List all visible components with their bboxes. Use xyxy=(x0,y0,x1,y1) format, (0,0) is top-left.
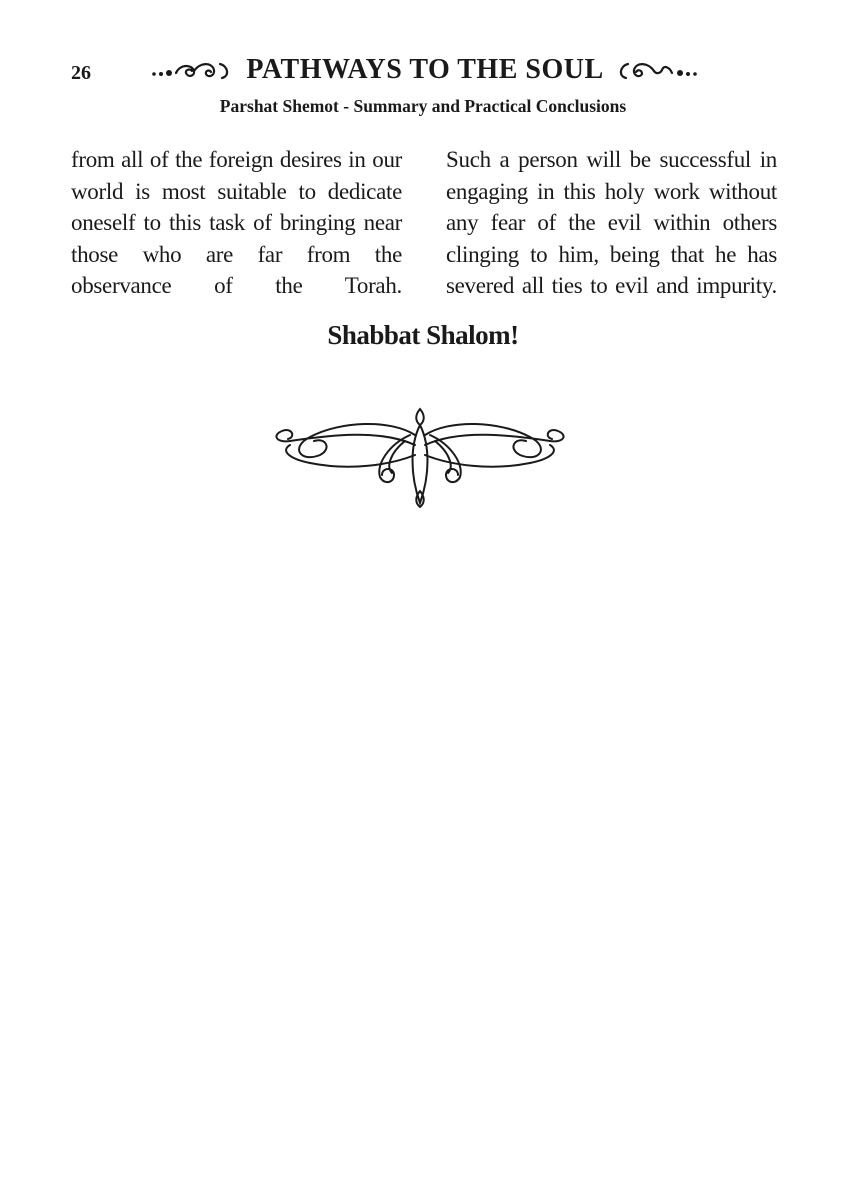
text-columns xyxy=(71,144,777,302)
left-column-text: from all of the foreign desires in our world is most suitable to dedicate oneself to this task of bringing near those who are far from the observance of the Torah. xyxy=(71,147,402,298)
right-flourish-icon xyxy=(610,58,702,82)
book-title: PATHWAYS TO THE SOUL xyxy=(246,54,604,85)
right-column-text: Such a person will be successful in engaging in this holy work without any fear of the evil within others clinging to him, being that he has severed all ties to evil and impurity. xyxy=(446,147,777,298)
closing-greeting: Shabbat Shalom! xyxy=(327,320,519,350)
page-number: 26 xyxy=(71,62,91,84)
running-head xyxy=(130,52,720,88)
section-subtitle: Parshat Shemot - Summary and Practical Conclusions xyxy=(219,96,627,116)
left-flourish-icon xyxy=(148,58,240,82)
decorative-scroll-ornament-icon xyxy=(270,405,570,510)
